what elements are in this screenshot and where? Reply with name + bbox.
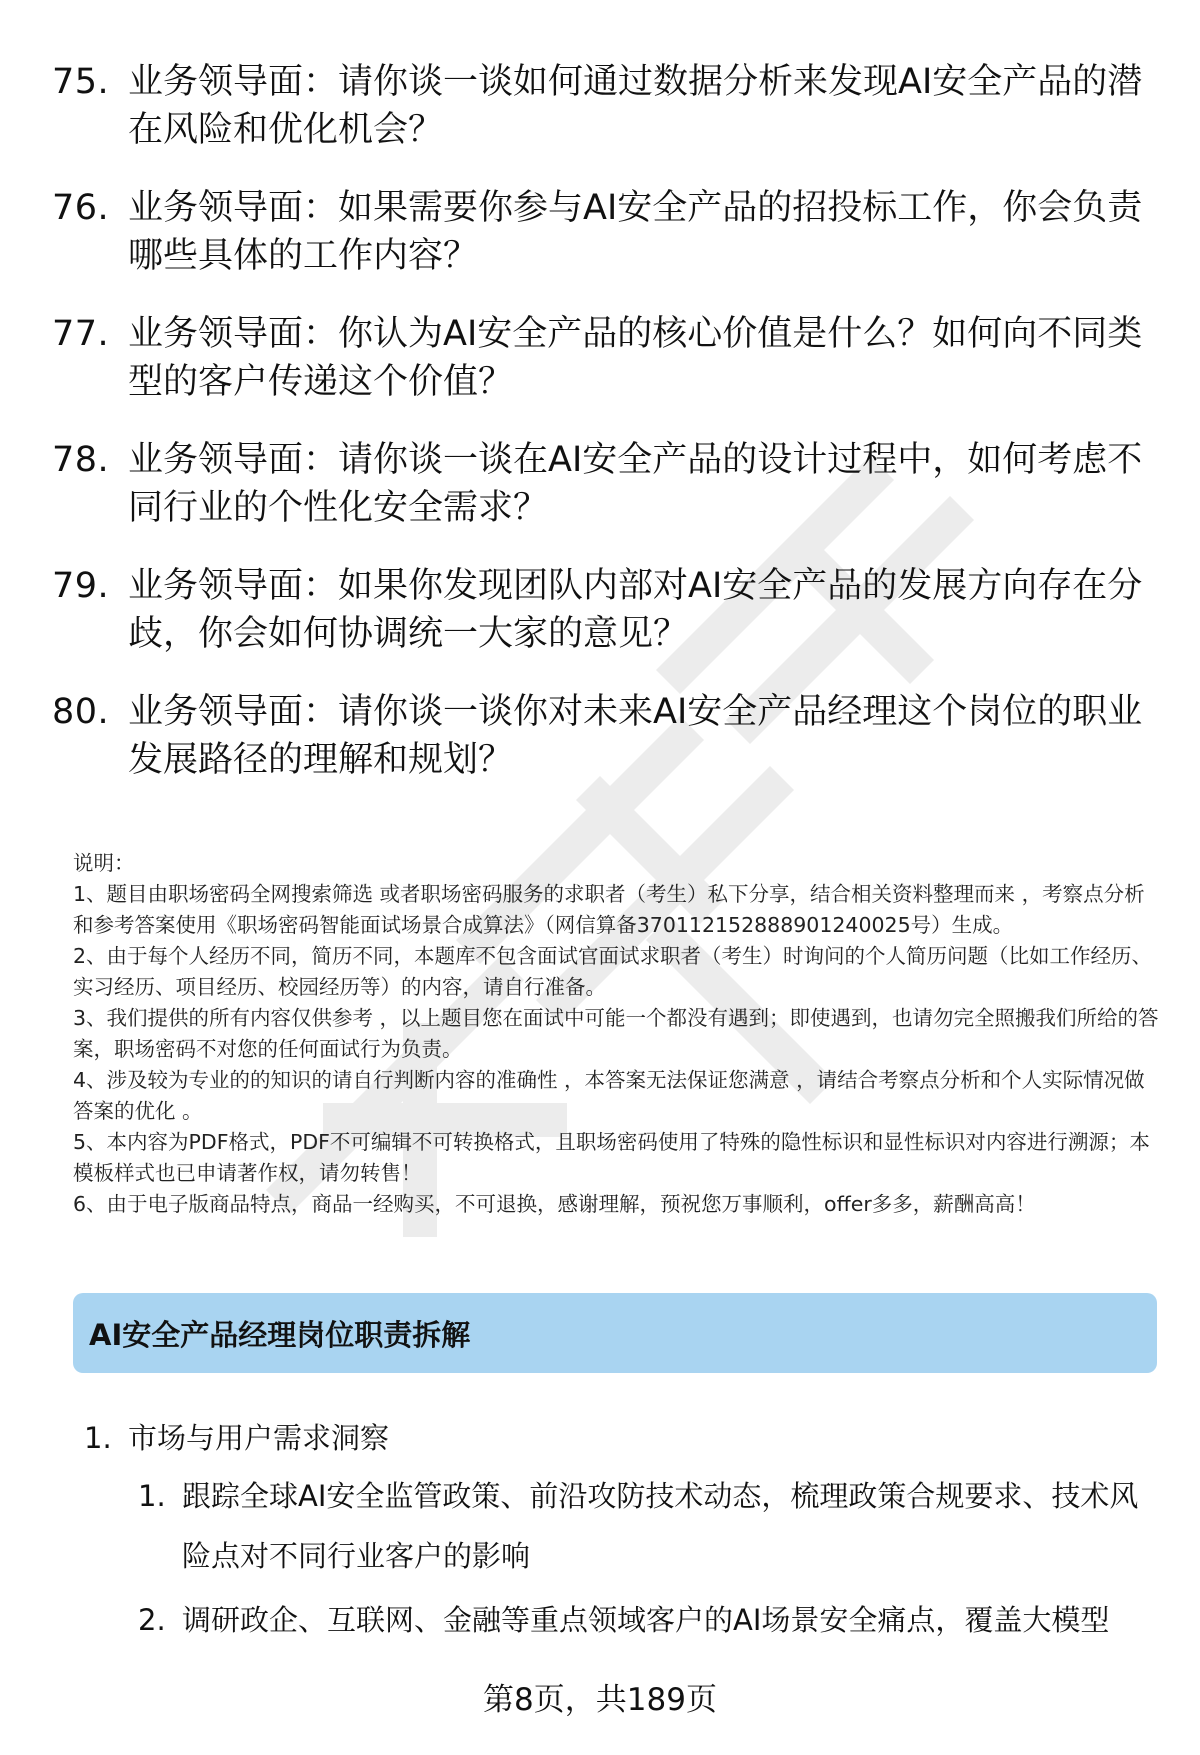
- question-text: 业务领导面：请你谈一谈如何通过数据分析来发现AI安全产品的潜在风险和优化机会？: [128, 62, 1143, 150]
- question-item: [52, 562, 1152, 658]
- sub-duty-number: 2.: [138, 1603, 166, 1637]
- question-item: [52, 688, 1152, 784]
- question-number: 78.: [52, 440, 110, 480]
- notes-title: 说明：: [73, 851, 135, 875]
- note-item: 1、题目由职场密码全网搜索筛选 或者职场密码服务的求职者（考生）私下分享，结合相关资料整理而来 ，考察点分析和参考答案使用《职场密码智能面试场景合成算法》（网信算备370112152888901240025号）生成。: [73, 882, 1145, 937]
- question-number: 75.: [52, 62, 110, 102]
- note-item: 4、涉及较为专业的的知识的请自行判断内容的准确性 ，本答案无法保证您满意 ，请结合考察点分析和个人实际情况做答案的优化 。: [73, 1068, 1145, 1123]
- question-item: [52, 436, 1152, 532]
- question-number: 77.: [52, 314, 110, 354]
- duty-text: 市场与用户需求洞察: [128, 1421, 390, 1455]
- duty-number: 1.: [84, 1421, 112, 1455]
- sub-duty-number: 1.: [138, 1479, 166, 1513]
- question-text: 业务领导面：你认为AI安全产品的核心价值是什么？如何向不同类型的客户传递这个价值？: [128, 314, 1143, 402]
- sub-duty-list: [138, 1466, 1168, 1654]
- sub-duty-text: 跟踪全球AI安全监管政策、前沿攻防技术动态，梳理政策合规要求、技术风险点对不同行业客户的影响: [182, 1479, 1139, 1573]
- question-item: [52, 310, 1152, 406]
- page-footer: 第8页，共189页: [483, 1682, 717, 1718]
- note-item: 2、由于每个人经历不同，简历不同，本题库不包含面试官面试求职者（考生）时询问的个人简历问题（比如工作经历、实习经历、项目经历、校园经历等）的内容，请自行准备。: [73, 944, 1153, 999]
- sub-duty-item: [138, 1466, 1168, 1586]
- note-item: 6、由于电子版商品特点，商品一经购买，不可退换，感谢理解，预祝您万事顺利，offer多多，薪酬高高！: [73, 1192, 1036, 1216]
- question-number: 76.: [52, 188, 110, 228]
- section-title: AI安全产品经理岗位职责拆解: [89, 1317, 471, 1352]
- sub-duty-item: [138, 1590, 1168, 1650]
- question-list: [52, 58, 1152, 814]
- sub-duty-text: 调研政企、互联网、金融等重点领域客户的AI场景安全痛点，覆盖大模型: [182, 1603, 1110, 1637]
- question-text: 业务领导面：如果你发现团队内部对AI安全产品的发展方向存在分歧，你会如何协调统一大家的意见？: [128, 566, 1143, 654]
- note-item: 3、我们提供的所有内容仅供参考 ，以上题目您在面试中可能一个都没有遇到；即使遇到，也请勿完全照搬我们所给的答案，职场密码不对您的任何面试行为负责。: [73, 1006, 1159, 1061]
- note-item: 5、本内容为PDF格式，PDF不可编辑不可转换格式，且职场密码使用了特殊的隐性标识和显性标识对内容进行溯源；本模板样式也已申请著作权，请勿转售！: [73, 1130, 1150, 1185]
- duty-item: [84, 1410, 1164, 1466]
- question-number: 80.: [52, 692, 110, 732]
- question-item: [52, 58, 1152, 154]
- section-header: [73, 1293, 1157, 1373]
- question-number: 79.: [52, 566, 110, 606]
- question-text: 业务领导面：请你谈一谈在AI安全产品的设计过程中，如何考虑不同行业的个性化安全需求？: [128, 440, 1143, 528]
- question-item: [52, 184, 1152, 280]
- notes-section: [73, 848, 1163, 1220]
- question-text: 业务领导面：如果需要你参与AI安全产品的招投标工作，你会负责哪些具体的工作内容？: [128, 188, 1143, 276]
- question-text: 业务领导面：请你谈一谈你对未来AI安全产品经理这个岗位的职业发展路径的理解和规划？: [128, 692, 1143, 780]
